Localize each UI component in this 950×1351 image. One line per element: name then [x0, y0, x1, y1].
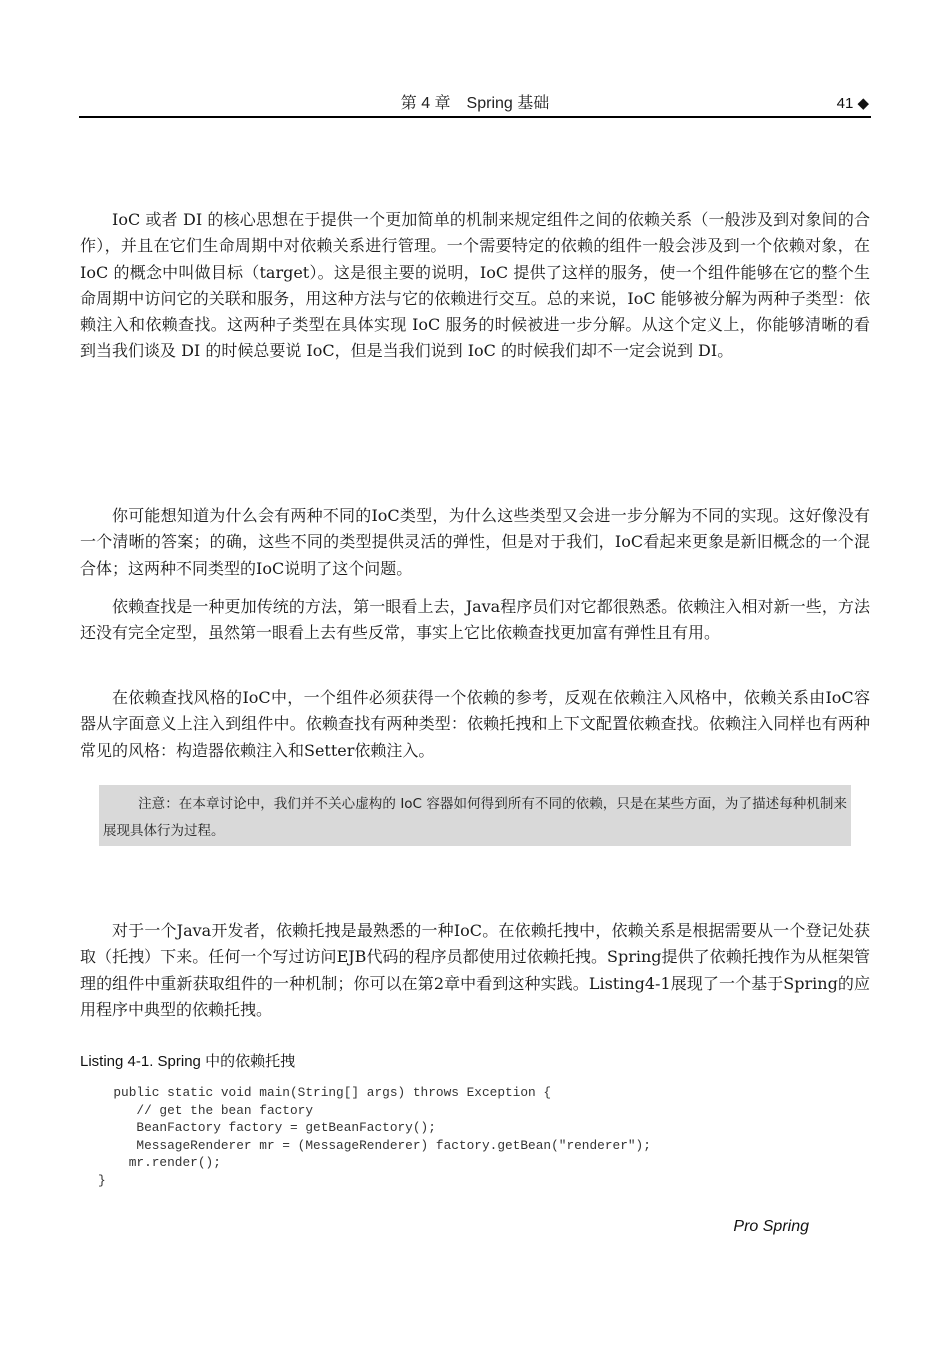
code-listing: public static void main(String[] args) throws Exception { // get the bean factory BeanFactory factory = getBeanFactory(); MessageRenderer mr = (MessageRenderer) factory.getBean("renderer"); mr.render(); }	[98, 1085, 651, 1188]
paragraph-dependency-pull: 对于一个Java开发者，依赖托拽是最熟悉的一种IoC。在依赖托拽中，依赖关系是根据需要从一个登记处获取（托拽）下来。任何一个写过访问EJB代码的程序员都使用过依赖托拽。Spring提供了依赖托拽作为从框架管理的组件中重新获取组件的一种机制；你可以在第2章中看到这种实践。Listing4-1展现了一个基于Spring的应用程序中典型的依赖托拽。	[80, 921, 870, 1019]
chapter-title: 第 4 章 Spring 基础	[400, 95, 550, 112]
paragraph-ioc-types: 你可能想知道为什么会有两种不同的IoC类型，为什么这些类型又会进一步分解为不同的实现。这好像没有一个清晰的答案；的确，这些不同的类型提供灵活的弹性，但是对于我们，IoC看起来更象是新旧概念的一个混合体；这两种不同类型的IoC说明了这个问题。	[80, 506, 870, 578]
footer-book-title: Pro Spring	[733, 1218, 809, 1235]
note-box: 注意：在本章讨论中，我们并不关心虚构的 IoC 容器如何得到所有不同的依赖，只是在某些方面，为了描述每种机制来展现具体行为过程。	[99, 785, 851, 846]
paragraph-ioc-core: IoC 或者 DI 的核心思想在于提供一个更加简单的机制来规定组件之间的依赖关系（一般涉及到对象间的合作），并且在它们生命周期中对依赖关系进行管理。一个需要特定的依赖的组件一般会涉及到一个依赖对象，在 IoC 的概念中叫做目标（target）。这是很主要的说明，IoC 提供了这样的服务，使一个组件能够在它的整个生命周期中访问它的关联和服务，用这种方法与它的依赖进行交互。总的来说，IoC 能够被分解为两种子类型：依赖注入和依赖查找。这两种子类型在具体实现 IoC 服务的时候被进一步分解。从这个定义上，你能够清晰的看到当我们谈及 DI 的时候总要说 IoC，但是当我们说到 IoC 的时候我们却不一定会说到 DI。	[80, 210, 870, 361]
paragraph-dependency-lookup: 依赖查找是一种更加传统的方法，第一眼看上去，Java程序员们对它都很熟悉。依赖注入相对新一些，方法还没有完全定型，虽然第一眼看上去有些反常，事实上它比依赖查找更加富有弹性且有用。	[80, 597, 870, 643]
listing-title: Listing 4-1. Spring 中的依赖托拽	[80, 1053, 296, 1070]
paragraph-lookup-style: 在依赖查找风格的IoC中，一个组件必须获得一个依赖的参考，反观在依赖注入风格中，依赖关系由IoC容器从字面意义上注入到组件中。依赖查找有两种类型：依赖托拽和上下文配置依赖查找。依赖注入同样也有两种常见的风格：构造器依赖注入和Setter依赖注入。	[80, 688, 870, 760]
page-number: 41 ◆	[836, 95, 869, 112]
page-header	[79, 88, 871, 118]
